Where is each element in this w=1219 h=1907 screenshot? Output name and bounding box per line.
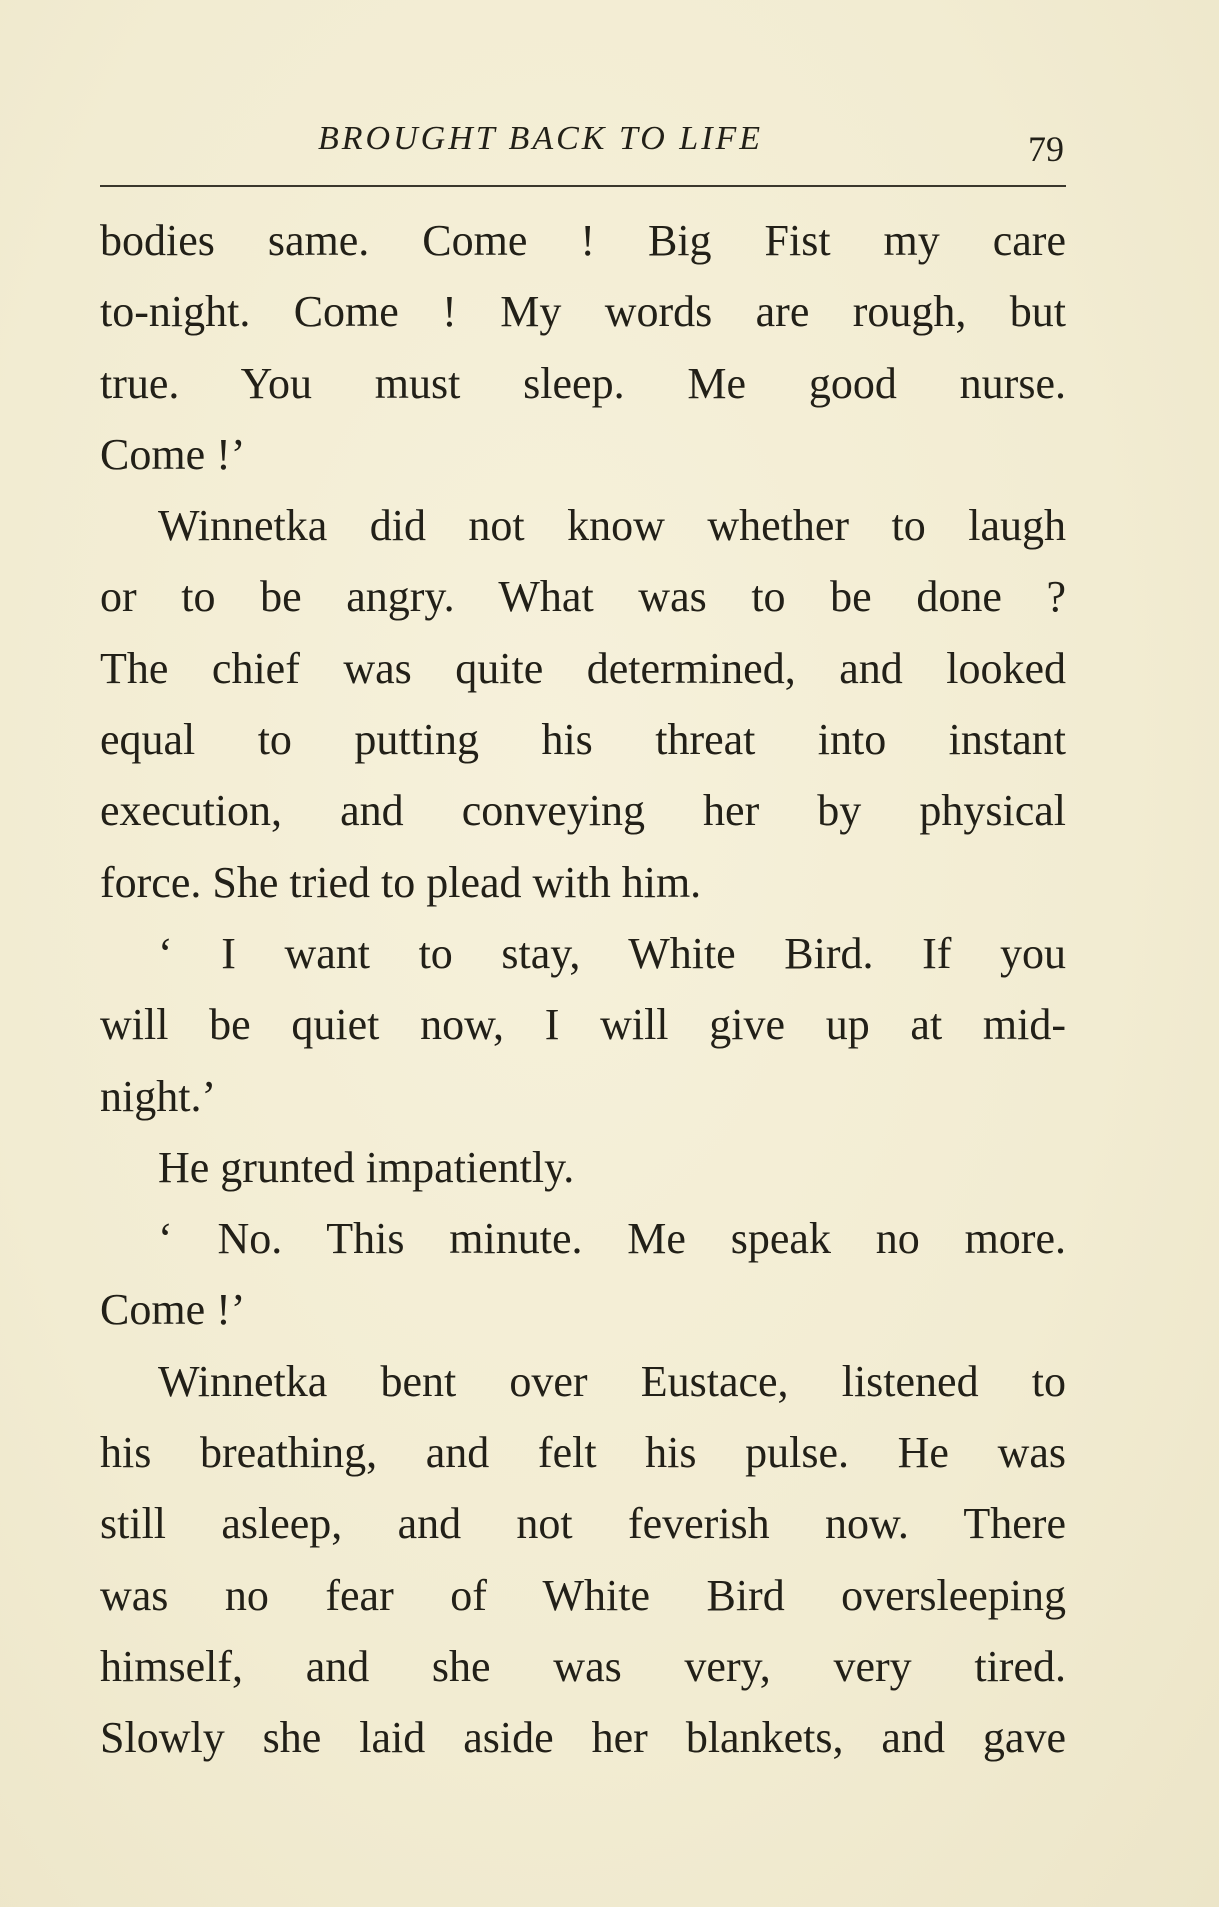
text-line: true. You must sleep. Me good nurse. [100, 358, 1066, 408]
text-line: execution, and conveying her by physical [100, 786, 1066, 836]
text-line: himself, and she was very, very tired. [100, 1641, 1066, 1691]
running-title: BROUGHT BACK TO LIFE [318, 120, 764, 157]
text-line: will be quiet now, I will give up at mid- [100, 1000, 1066, 1050]
text-line: his breathing, and felt his pulse. He was [100, 1428, 1066, 1478]
body-text [100, 205, 1066, 1774]
text-line: bodies same. Come ! Big Fist my care [100, 216, 1066, 265]
text-line: still asleep, and not feverish now. There [100, 1499, 1066, 1549]
text-line: Winnetka did not know whether to laugh [158, 501, 1066, 551]
text-line: to-night. Come ! My words are rough, but [100, 287, 1066, 337]
text-line: Winnetka bent over Eustace, listened to [158, 1356, 1066, 1406]
text-line: equal to putting his threat into instant [100, 715, 1066, 765]
text-line: The chief was quite determined, and looked [100, 643, 1066, 693]
text-line: Come !’ [100, 429, 246, 479]
header-rule [100, 185, 1066, 187]
text-line: Slowly she laid aside her blankets, and gave [100, 1713, 1066, 1763]
text-line: or to be angry. What was to be done ? [100, 572, 1066, 622]
text-line: ‘ I want to stay, White Bird. If you [158, 928, 1066, 978]
text-line: force. She tried to plead with him. [100, 857, 702, 907]
text-line: Come !’ [100, 1285, 246, 1335]
text-line: night.’ [100, 1071, 217, 1121]
text-line: was no fear of White Bird oversleeping [100, 1570, 1066, 1620]
text-line: ‘ No. This minute. Me speak no more. [158, 1214, 1066, 1264]
text-line: He grunted impatiently. [158, 1142, 575, 1192]
running-header [100, 118, 1066, 168]
page-number: 79 [1028, 129, 1064, 169]
